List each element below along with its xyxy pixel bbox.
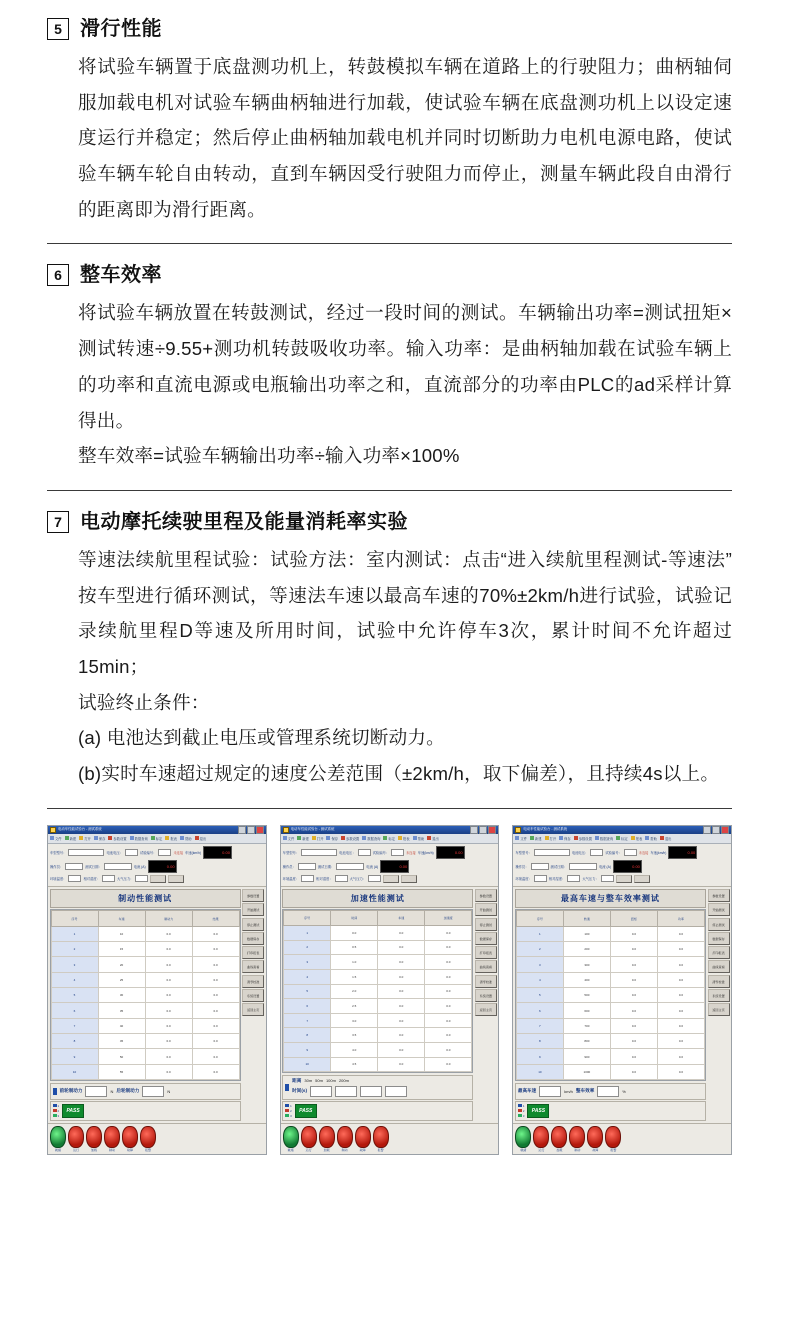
table-row: 3 1.0 0.0 0.0 xyxy=(284,955,472,970)
table-row: 8 45 0.0 0.0 xyxy=(51,1034,239,1049)
input-temp[interactable] xyxy=(534,875,547,882)
maximize-icon[interactable] xyxy=(479,826,487,834)
section-6-header xyxy=(47,260,732,290)
menu-item-calib: 标定 xyxy=(383,836,395,841)
section-7-title: 电动摩托续驶里程及能量消耗率实验 xyxy=(80,510,408,533)
time-200m-value[interactable] xyxy=(385,1086,407,1097)
status-badge: PASS xyxy=(295,1104,317,1118)
menu-item-open: 打开 xyxy=(79,836,91,841)
status-row xyxy=(50,1101,241,1121)
lamp-fault xyxy=(587,1126,603,1148)
distance-label: 距离 xyxy=(292,1077,302,1083)
side-button-stop[interactable]: 停止测试 xyxy=(708,918,730,931)
table-row: 6 35 0.0 0.0 xyxy=(51,1003,239,1018)
side-button-zero[interactable]: 清零校准 xyxy=(708,975,730,988)
menu-item-save: 保存 xyxy=(326,836,338,841)
menu-item-exit: 退出 xyxy=(660,836,672,841)
input-model[interactable] xyxy=(301,849,337,856)
input-operator[interactable] xyxy=(298,863,316,870)
close-icon[interactable] xyxy=(488,826,496,834)
window-title-text: 电动车性能试验台 - 测试系统 xyxy=(523,826,568,831)
menu-item-params: 参数设置 xyxy=(574,836,592,841)
menu-item-calib: 标定 xyxy=(616,836,628,841)
label-test-id: 试验编号： xyxy=(139,850,157,855)
section-6-formula: 整车效率=试验车辆输出功率÷输入功率×100% xyxy=(78,445,460,467)
panel-title: 最高车速与整车效率测试 xyxy=(515,889,706,908)
lamp-brake xyxy=(104,1126,120,1148)
indicator-bar xyxy=(285,1084,289,1091)
data-grid[interactable] xyxy=(282,909,473,1073)
window-titlebar xyxy=(281,826,499,834)
side-button-print[interactable]: 打印报表 xyxy=(475,946,497,959)
label-humidity: 相对湿度： xyxy=(316,877,333,882)
grid-header-0: 序号 xyxy=(51,911,98,926)
input-voltage[interactable] xyxy=(358,849,371,856)
lamp-load xyxy=(319,1126,335,1148)
section-5-body xyxy=(78,49,732,227)
status-row xyxy=(282,1101,473,1121)
section-6-body xyxy=(78,295,732,473)
reset-button[interactable] xyxy=(168,875,184,883)
table-row: 2 200 0.0 0.0 xyxy=(516,942,704,957)
apply-button[interactable] xyxy=(616,875,632,883)
label-speed: 车速(km/h) xyxy=(417,850,434,855)
panel-title: 加速性能测试 xyxy=(282,889,473,908)
indicator-strip: 就绪 运行 加载 制动 故障 报警 xyxy=(513,1123,731,1154)
window-titlebar xyxy=(513,826,731,834)
section-7-condition-b: (b)实时车速超过规定的速度公差范围（±2km/h，取下偏差），且持续4s以上。 xyxy=(78,763,720,784)
status-badge: PASS xyxy=(527,1104,549,1118)
rear-brake-label: 后轮制动力 xyxy=(116,1088,140,1094)
menu-item-exit: 退出 xyxy=(427,836,439,841)
side-toolbar[interactable] xyxy=(475,889,497,1121)
side-button-save[interactable]: 数据保存 xyxy=(242,932,264,945)
section-5-header xyxy=(47,14,732,44)
input-operator[interactable] xyxy=(65,863,83,870)
section-7-paragraph: 等速法续航里程试验：试验方法：室内测试：点击“进入续航里程测试-等速法”按车型进行循环测试，等速法车速以最高车速的70%±2km/h进行试验，试验记录续航里程D等速及所用时间，试验中允许停车3次，累计时间不允许超过15min； xyxy=(78,548,732,677)
table-row: 7 700 0.0 0.0 xyxy=(516,1018,704,1033)
table-row: 3 300 0.0 0.0 xyxy=(516,957,704,972)
app-icon xyxy=(283,827,289,833)
close-icon[interactable] xyxy=(721,826,729,834)
display-speed: 0.00 xyxy=(668,846,697,859)
top-speed-unit: km/h xyxy=(564,1088,573,1094)
screenshot-acceleration-test xyxy=(280,825,500,1155)
section-6 xyxy=(47,260,732,473)
time-50m-value[interactable] xyxy=(335,1086,357,1097)
side-button-start[interactable]: 开始测试 xyxy=(242,903,264,916)
lamp-run xyxy=(533,1126,549,1148)
display-current: 0.00 xyxy=(613,860,642,873)
reset-button[interactable] xyxy=(634,875,650,883)
label-voltage: 电池电压： xyxy=(339,850,356,855)
rear-brake-unit: N xyxy=(167,1088,171,1094)
table-row: 10 1000 0.0 0.0 xyxy=(516,1064,704,1079)
input-model[interactable] xyxy=(68,849,104,856)
input-voltage[interactable] xyxy=(590,849,603,856)
main-area xyxy=(281,887,499,1122)
menu-bar[interactable] xyxy=(48,834,266,844)
status-row xyxy=(515,1101,706,1121)
side-button-stop[interactable]: 停止测试 xyxy=(242,918,264,931)
lamp-fault xyxy=(122,1126,138,1148)
label-operator: 操作员： xyxy=(515,865,529,870)
label-speed: 车速(km/h) xyxy=(185,850,201,855)
input-humidity[interactable] xyxy=(102,875,115,882)
status-badge: PASS xyxy=(62,1104,84,1118)
side-button-print[interactable]: 打印报表 xyxy=(708,946,730,959)
maximize-icon[interactable] xyxy=(712,826,720,834)
menu-item-help: 帮助 xyxy=(645,836,657,841)
indicator-strip: 就绪 运行 加载 制动 故障 报警 xyxy=(48,1123,266,1154)
input-humidity[interactable] xyxy=(567,875,580,882)
menu-item-calib: 标定 xyxy=(151,836,163,841)
table-row: 9 4.0 0.0 0.0 xyxy=(284,1042,472,1057)
legend: 1 2 3 xyxy=(518,1104,525,1118)
data-grid[interactable] xyxy=(50,909,241,1081)
table-row: 9 50 0.0 0.0 xyxy=(51,1049,239,1064)
efficiency-unit: % xyxy=(622,1088,626,1094)
menu-bar[interactable] xyxy=(513,834,731,844)
side-button-curve[interactable]: 曲线查看 xyxy=(708,960,730,973)
input-humidity[interactable] xyxy=(335,875,348,882)
label-pressure: 大气压力： xyxy=(582,877,599,882)
lamp-load xyxy=(551,1126,567,1148)
section-7-header xyxy=(47,507,732,537)
label-date: 测试日期： xyxy=(550,865,568,870)
section-7 xyxy=(47,507,732,792)
input-voltage[interactable] xyxy=(125,849,138,856)
lamp-ready xyxy=(283,1126,299,1148)
table-row: 5 2.0 0.0 0.0 xyxy=(284,984,472,999)
minimize-icon[interactable] xyxy=(238,826,246,834)
divider-1 xyxy=(47,243,732,244)
menu-item-params: 参数设置 xyxy=(108,836,126,841)
lamp-alarm xyxy=(605,1126,621,1148)
window-controls[interactable] xyxy=(238,826,264,834)
section-7-condition-a: (a) 电池达到截止电压或管理系统切断动力。 xyxy=(78,727,445,749)
grid-header-3: 结果 xyxy=(192,911,239,926)
menu-item-file: 文件 xyxy=(50,836,62,841)
top-speed-label: 最高车速 xyxy=(517,1088,537,1094)
menu-item-query: 数据查询 xyxy=(130,836,148,841)
legend: 1 2 3 xyxy=(53,1104,60,1118)
side-button-curve[interactable]: 曲线查看 xyxy=(242,960,264,973)
front-brake-unit: N xyxy=(110,1088,114,1094)
divider-3 xyxy=(47,808,732,809)
table-row: 7 40 0.0 0.0 xyxy=(51,1018,239,1033)
side-button-zero[interactable]: 清零校准 xyxy=(242,975,264,988)
side-button-save[interactable]: 数据保存 xyxy=(708,932,730,945)
side-button-params[interactable]: 参数设置 xyxy=(708,889,730,902)
table-row: 1 100 0.0 0.0 xyxy=(516,926,704,941)
label-date: 测试日期： xyxy=(317,865,335,870)
menu-item-help: 帮助 xyxy=(413,836,425,841)
table-row: 8 3.5 0.0 0.0 xyxy=(284,1028,472,1043)
input-temp[interactable] xyxy=(301,875,314,882)
panel-title: 制动性能测试 xyxy=(50,889,241,908)
reset-button[interactable] xyxy=(401,875,417,883)
lamp-alarm xyxy=(373,1126,389,1148)
menu-item-save: 保存 xyxy=(559,836,571,841)
app-icon xyxy=(515,827,521,833)
input-test-id[interactable] xyxy=(624,849,637,856)
data-grid[interactable] xyxy=(515,909,706,1081)
content-column xyxy=(50,889,241,1121)
side-button-curve[interactable]: 曲线查看 xyxy=(475,960,497,973)
menu-item-file: 文件 xyxy=(515,836,527,841)
time-30m-value[interactable] xyxy=(310,1086,332,1097)
table-row: 10 55 0.0 0.0 xyxy=(51,1064,239,1079)
side-button-settings[interactable]: 系统设置 xyxy=(708,989,730,1002)
front-brake-value[interactable] xyxy=(85,1086,107,1097)
side-button-home[interactable]: 返回主页 xyxy=(708,1003,730,1016)
label-date: 测试日期： xyxy=(85,865,102,870)
side-button-home[interactable]: 返回主页 xyxy=(242,1003,264,1016)
label-model: 车型型号： xyxy=(282,850,300,855)
menu-item-new: 新建 xyxy=(297,836,309,841)
table-row: 4 1.5 0.0 0.0 xyxy=(284,969,472,984)
label-operator: 操作员： xyxy=(282,865,296,870)
label-voltage: 电池电压： xyxy=(571,850,589,855)
grid-header-2: 车速 xyxy=(378,911,425,926)
label-speed: 车速(km/h) xyxy=(650,850,667,855)
section-7-number: 7 xyxy=(47,511,69,533)
main-area xyxy=(513,887,731,1122)
distance-200m: 200m xyxy=(338,1078,349,1084)
table-row: 9 900 0.0 0.0 xyxy=(516,1049,704,1064)
section-6-title: 整车效率 xyxy=(80,264,162,287)
menu-item-query: 数据查询 xyxy=(595,836,613,841)
lamp-run xyxy=(301,1126,317,1148)
side-button-settings[interactable]: 系统设置 xyxy=(242,989,264,1002)
grid-header-1: 时间 xyxy=(331,911,378,926)
distance-100m: 100m xyxy=(325,1078,336,1084)
label-temp: 环境温度： xyxy=(515,877,532,882)
input-date[interactable] xyxy=(336,863,364,870)
screenshot-topspeed-efficiency-test xyxy=(512,825,732,1155)
parameter-form xyxy=(48,844,266,888)
table-row: 10 4.5 0.0 0.0 xyxy=(284,1057,472,1072)
section-6-number: 6 xyxy=(47,264,69,286)
main-area xyxy=(48,887,266,1122)
label-temp: 环境温度： xyxy=(50,877,67,882)
content-column xyxy=(282,889,473,1121)
screenshot-gallery xyxy=(47,825,732,1155)
lamp-brake xyxy=(337,1126,353,1148)
input-pressure[interactable] xyxy=(601,875,614,882)
efficiency-label: 整车效率 xyxy=(575,1088,595,1094)
menu-item-exit: 退出 xyxy=(195,836,207,841)
grid-header-0: 序号 xyxy=(516,911,563,926)
section-5-paragraph: 将试验车辆置于底盘测功机上，转鼓模拟车辆在道路上的行驶阻力；曲柄轴伺服加载电机对试验车辆曲柄轴进行加载，使试验车辆在底盘测功机上以设定速度运行并稳定；然后停止曲柄轴加载电机并同时切断助力电机电源电路，使试验车辆车轮自由转动，直到车辆因受行驶阻力而停止，测量车辆此段自由滑行的距离即为滑行距离。 xyxy=(78,56,732,220)
time-100m-value[interactable] xyxy=(360,1086,382,1097)
input-test-id[interactable] xyxy=(158,849,171,856)
side-button-start[interactable]: 开始测试 xyxy=(475,903,497,916)
table-row: 4 400 0.0 0.0 xyxy=(516,972,704,987)
label-temp: 环境温度： xyxy=(282,877,300,882)
menu-bar[interactable] xyxy=(281,834,499,844)
section-7-terminate-label: 试验终止条件： xyxy=(78,691,210,713)
label-pressure: 大气压力： xyxy=(116,877,134,882)
apply-button[interactable] xyxy=(383,875,399,883)
grid-header-2: 扭矩 xyxy=(610,911,657,926)
label-current: 电流 (A) xyxy=(366,865,379,870)
grid-header-0: 序号 xyxy=(284,911,331,926)
section-7-body xyxy=(78,542,732,792)
grid-header-3: 加速度 xyxy=(425,911,472,926)
menu-item-report: 报表 xyxy=(398,836,410,841)
side-button-start[interactable]: 开始测试 xyxy=(708,903,730,916)
table-row: 6 600 0.0 0.0 xyxy=(516,1003,704,1018)
side-toolbar[interactable] xyxy=(708,889,730,1121)
section-6-paragraph: 将试验车辆放置在转鼓测试，经过一段时间的测试。车辆输出功率=测试扭矩×测试转速÷9.55+测功机转鼓吸收功率。输入功率：是曲柄轴加载在试验车辆上的功率和直流电源或电瓶输出功率之和，直流部分的功率由PLC的ad采样计算得出。 xyxy=(78,302,732,431)
display-speed: 0.00 xyxy=(436,846,465,859)
grid-header-1: 车速 xyxy=(98,911,145,926)
indicator-bar xyxy=(53,1088,57,1095)
side-button-params[interactable]: 参数设置 xyxy=(475,889,497,902)
window-title-text: 电动车性能试验台 - 测试系统 xyxy=(290,826,335,831)
input-date[interactable] xyxy=(569,863,597,870)
table-row: 6 2.5 0.0 0.0 xyxy=(284,999,472,1014)
menu-item-report: 报表 xyxy=(631,836,643,841)
table-row: 2 0.5 0.0 0.0 xyxy=(284,940,472,955)
side-button-home[interactable]: 返回主页 xyxy=(475,1003,497,1016)
lamp-ready xyxy=(515,1126,531,1148)
content-column xyxy=(515,889,706,1121)
grid-header-1: 转速 xyxy=(563,911,610,926)
rear-brake-value[interactable] xyxy=(142,1086,164,1097)
parameter-form xyxy=(281,844,499,888)
lamp-load xyxy=(86,1126,102,1148)
label-voltage: 电池电压： xyxy=(106,850,123,855)
display-current: 0.00 xyxy=(148,860,177,873)
measurement-row xyxy=(50,1083,241,1100)
efficiency-value[interactable] xyxy=(597,1086,619,1097)
close-icon[interactable] xyxy=(256,826,264,834)
menu-item-report: 报表 xyxy=(165,836,177,841)
table-row: 1 0.0 0.0 0.0 xyxy=(284,926,472,941)
table-row: 1 10 0.0 0.0 xyxy=(51,926,239,941)
window-title-text: 电动车性能试验台 - 测试系统 xyxy=(58,826,102,831)
legend: 1 2 3 xyxy=(285,1104,292,1118)
measurement-row xyxy=(515,1083,706,1100)
connection-status: 未连接 xyxy=(638,850,649,855)
grid-header-3: 功率 xyxy=(657,911,704,926)
label-current: 电流 (A) xyxy=(599,865,611,870)
minimize-icon[interactable] xyxy=(470,826,478,834)
side-button-stop[interactable]: 停止测试 xyxy=(475,918,497,931)
table-row: 5 30 0.0 0.0 xyxy=(51,988,239,1003)
label-current: 电流 (A) xyxy=(133,865,146,870)
screenshot-braking-test xyxy=(47,825,267,1155)
table-row: 4 25 0.0 0.0 xyxy=(51,972,239,987)
label-operator: 操作员： xyxy=(50,865,64,870)
label-test-id: 试验编号： xyxy=(372,850,390,855)
label-humidity: 相对湿度： xyxy=(548,877,566,882)
menu-item-help: 帮助 xyxy=(180,836,192,841)
distance-row xyxy=(282,1075,473,1100)
section-5-number: 5 xyxy=(47,18,69,40)
input-pressure[interactable] xyxy=(368,875,381,882)
display-speed: 0.00 xyxy=(203,846,232,859)
input-pressure[interactable] xyxy=(135,875,148,882)
menu-item-new: 新建 xyxy=(65,836,77,841)
top-speed-value[interactable] xyxy=(539,1086,561,1097)
display-current: 0.00 xyxy=(380,860,409,873)
app-icon xyxy=(50,827,56,833)
apply-button[interactable] xyxy=(150,875,166,883)
side-toolbar[interactable] xyxy=(242,889,264,1121)
label-humidity: 相对湿度： xyxy=(83,877,100,882)
menu-item-params: 参数设置 xyxy=(341,836,359,841)
time-label: 时间(s) xyxy=(292,1088,307,1094)
input-operator[interactable] xyxy=(531,863,549,870)
window-controls[interactable] xyxy=(703,826,729,834)
lamp-alarm xyxy=(140,1126,156,1148)
side-button-zero[interactable]: 清零校准 xyxy=(475,975,497,988)
side-button-print[interactable]: 打印报表 xyxy=(242,946,264,959)
divider-2 xyxy=(47,490,732,491)
front-brake-label: 前轮制动力 xyxy=(59,1088,83,1094)
indicator-strip: 就绪 运行 加载 制动 故障 报警 xyxy=(281,1123,499,1154)
table-row: 8 800 0.0 0.0 xyxy=(516,1034,704,1049)
window-titlebar xyxy=(48,826,266,834)
side-button-params[interactable]: 参数设置 xyxy=(242,889,264,902)
label-model: 车型型号： xyxy=(50,850,67,855)
table-row: 2 15 0.0 0.0 xyxy=(51,942,239,957)
input-temp[interactable] xyxy=(68,875,81,882)
lamp-fault xyxy=(355,1126,371,1148)
menu-item-new: 新建 xyxy=(530,836,542,841)
lamp-brake xyxy=(569,1126,585,1148)
window-controls[interactable] xyxy=(470,826,496,834)
lamp-ready xyxy=(50,1126,66,1148)
distance-50m: 50m xyxy=(315,1078,323,1084)
label-test-id: 试验编号： xyxy=(605,850,622,855)
menu-item-query: 数据查询 xyxy=(362,836,380,841)
label-model: 车型型号： xyxy=(515,850,532,855)
grid-header-2: 制动力 xyxy=(145,911,192,926)
menu-item-open: 打开 xyxy=(545,836,557,841)
distance-30m: 30m xyxy=(304,1078,313,1084)
table-row: 7 3.0 0.0 0.0 xyxy=(284,1013,472,1028)
input-model[interactable] xyxy=(534,849,570,856)
menu-item-save: 保存 xyxy=(94,836,106,841)
table-row: 5 500 0.0 0.0 xyxy=(516,988,704,1003)
menu-item-file: 文件 xyxy=(283,836,295,841)
label-pressure: 大气压力： xyxy=(349,877,367,882)
connection-status: 未连接 xyxy=(173,850,184,855)
section-5-title: 滑行性能 xyxy=(80,18,162,40)
side-button-settings[interactable]: 系统设置 xyxy=(475,989,497,1002)
parameter-form xyxy=(513,844,731,888)
section-5 xyxy=(47,14,732,227)
menu-item-open: 打开 xyxy=(312,836,324,841)
maximize-icon[interactable] xyxy=(247,826,255,834)
minimize-icon[interactable] xyxy=(703,826,711,834)
lamp-run xyxy=(68,1126,84,1148)
connection-status: 未连接 xyxy=(406,850,416,855)
input-date[interactable] xyxy=(104,863,132,870)
side-button-save[interactable]: 数据保存 xyxy=(475,932,497,945)
input-test-id[interactable] xyxy=(391,849,404,856)
table-row: 3 20 0.0 0.0 xyxy=(51,957,239,972)
